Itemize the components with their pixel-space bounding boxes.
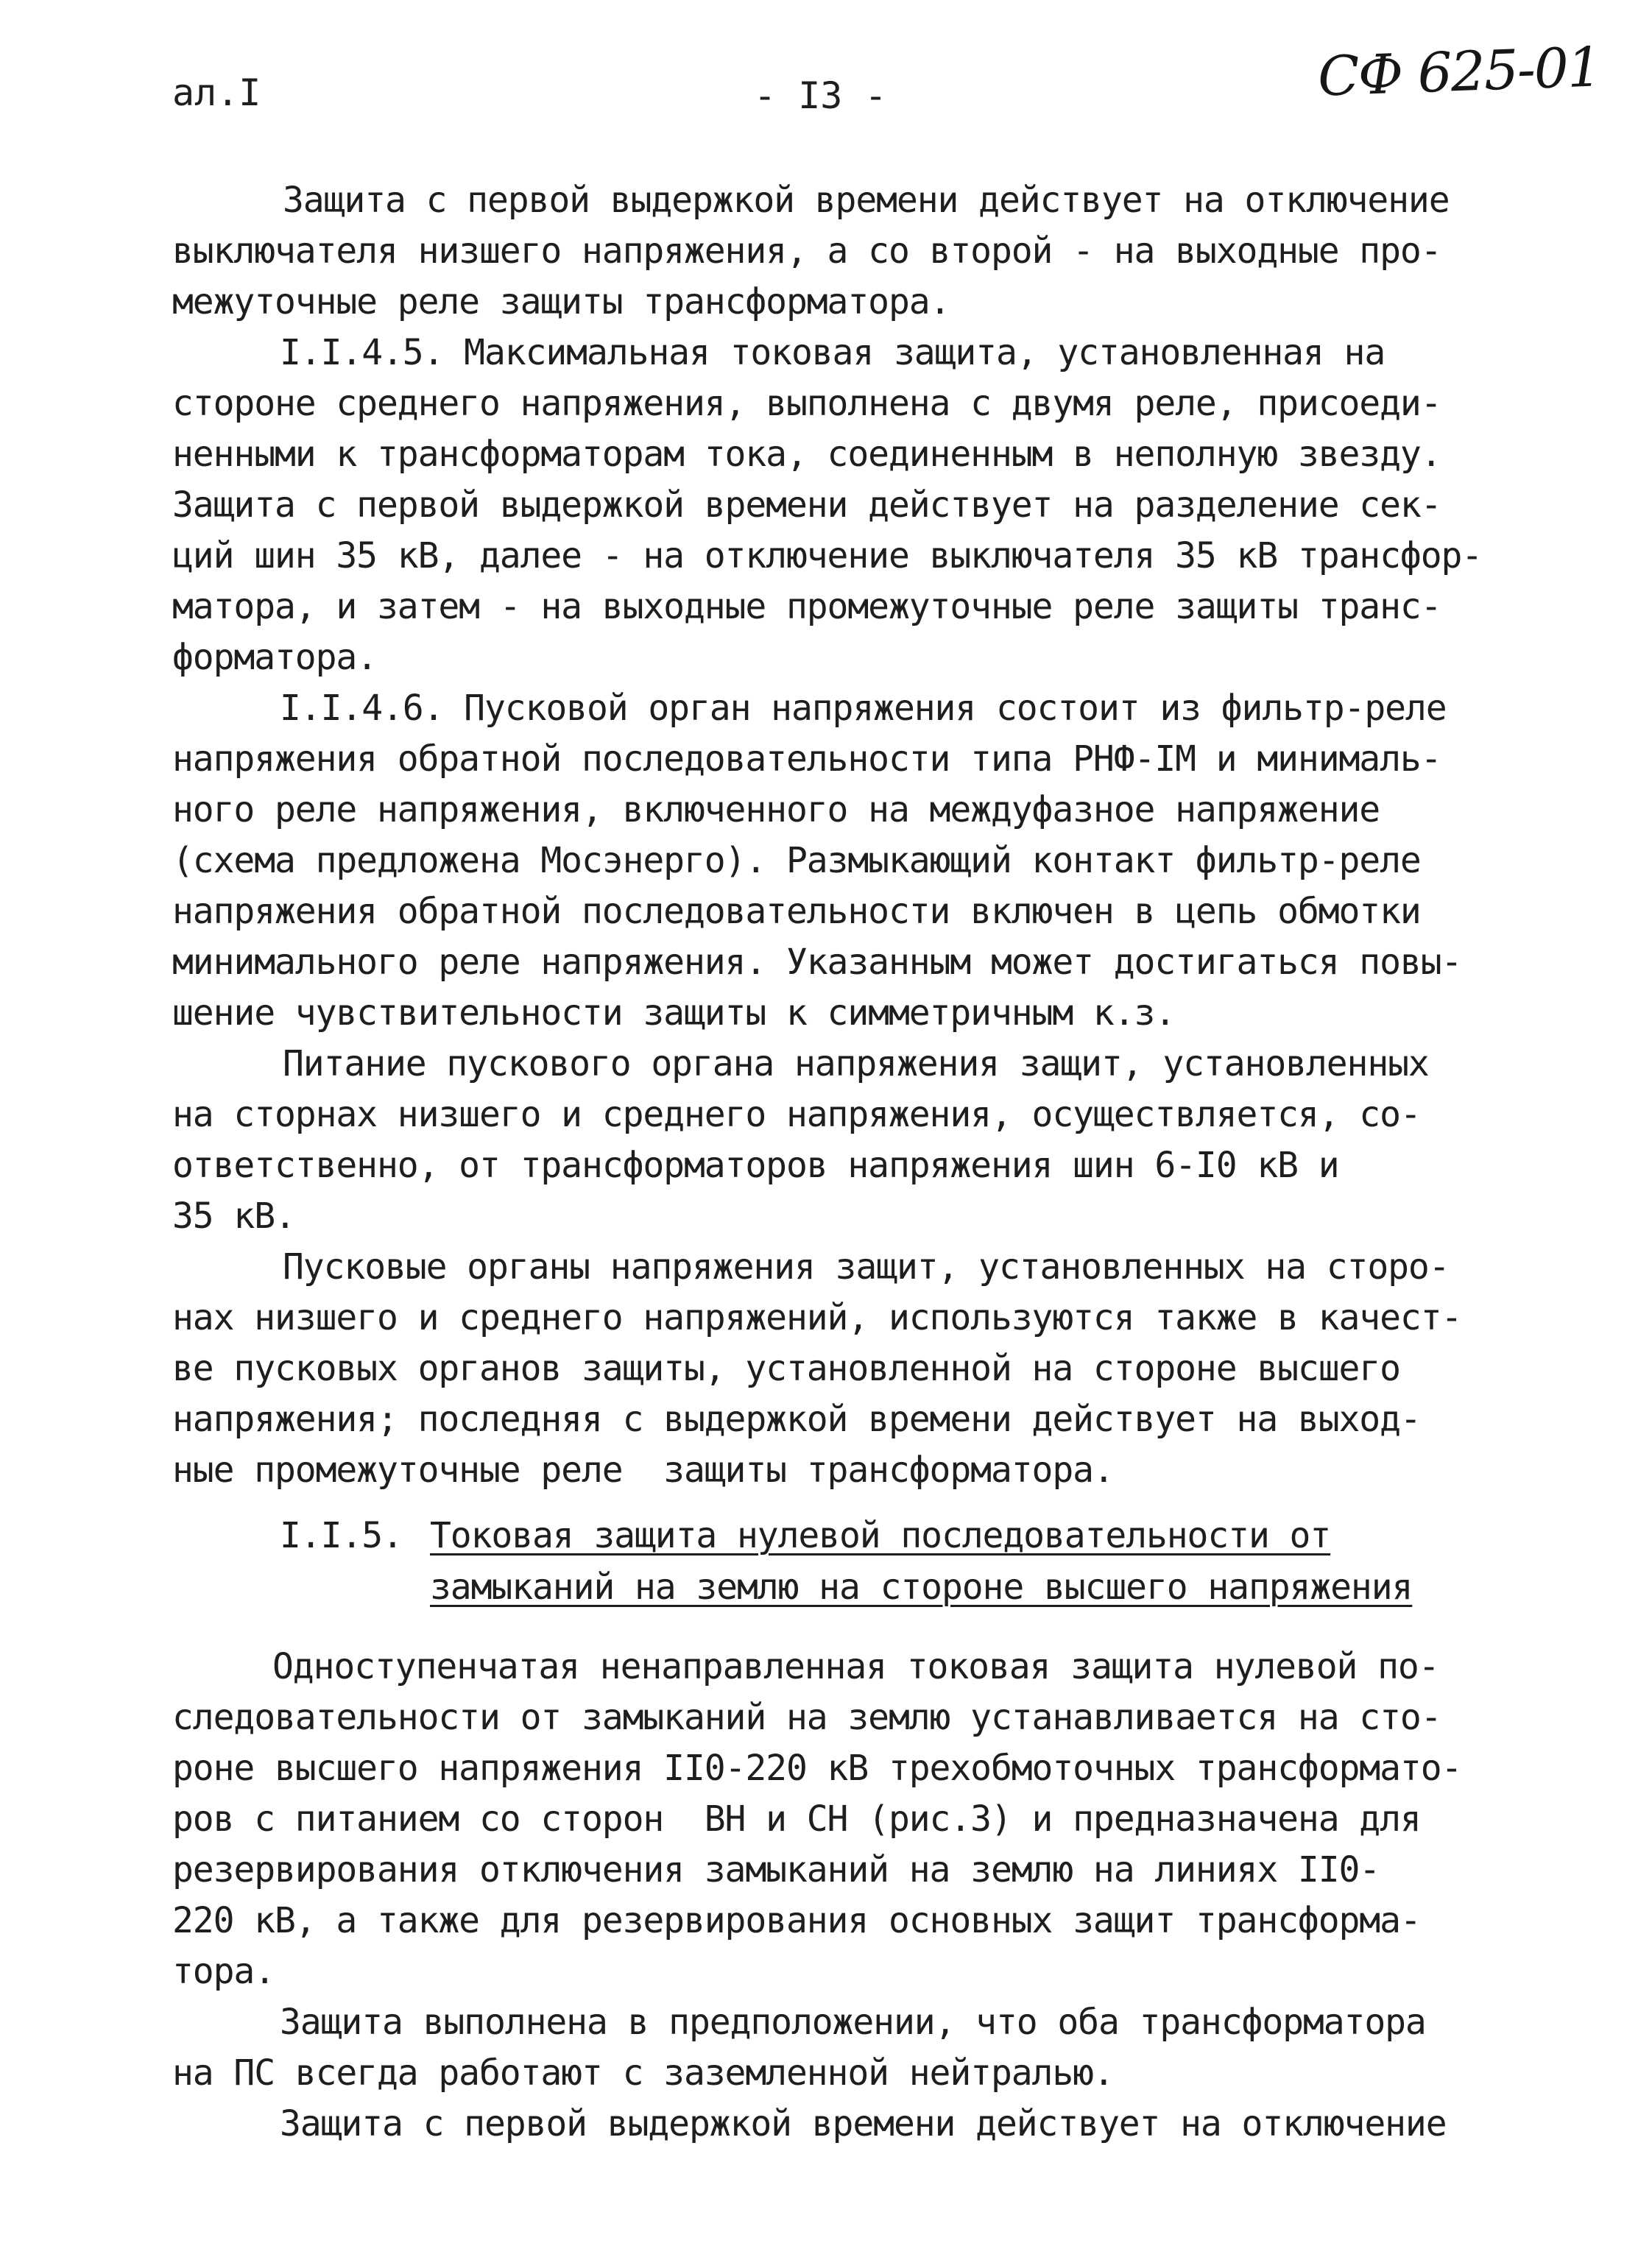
text-line: ров с питанием со сторон ВН и СН (рис.3) и предназначена для (172, 1798, 1421, 1840)
text-line: Защита с первой выдержкой времени действует на отключение (283, 180, 1450, 221)
text-line: Защита выполнена в предположении, что оба трансформатора (280, 2002, 1426, 2043)
text-line: Питание пускового органа напряжения защит, установленных (283, 1043, 1429, 1084)
text-line: (схема предложена Мосэнерго). Размыкающий контакт фильтр-реле (172, 840, 1421, 881)
section-number: I.I.5. (280, 1515, 403, 1556)
text-line: ций шин 35 кВ, далее - на отключение выключателя 35 кВ трансфор- (172, 535, 1483, 576)
text-line: нах низшего и среднего напряжений, используются также в качест- (172, 1297, 1462, 1338)
text-line: выключателя низшего напряжения, а со второй - на выходные про- (172, 230, 1441, 272)
text-line: матора, и затем - на выходные промежуточные реле защиты транс- (172, 586, 1441, 627)
text-line: ве пусковых органов защиты, установленной на стороне высшего (172, 1348, 1400, 1389)
sheet-label: ал.I (172, 71, 261, 114)
text-line: минимального реле напряжения. Указанным может достигаться повы- (172, 942, 1462, 983)
page-number: - I3 - (754, 74, 887, 117)
text-line: на ПС всегда работают с заземленной нейтралью. (172, 2052, 1114, 2094)
text-line: 220 кВ, а также для резервирования основных защит трансформа- (172, 1900, 1421, 1941)
text-line: на сторнах низшего и среднего напряжения, осуществляется, со- (172, 1094, 1421, 1135)
text-line: тора. (172, 1951, 275, 1992)
text-line: напряжения обратной последовательности включен в цепь обмотки (172, 891, 1421, 932)
text-line: I.I.4.6. Пусковой орган напряжения состоит из фильтр-реле (280, 688, 1447, 729)
text-line: ответственно, от трансформаторов напряжения шин 6-I0 кВ и (172, 1145, 1339, 1186)
text-line: Одноступенчатая ненаправленная токовая защита нулевой по- (272, 1646, 1439, 1687)
text-line: резервирования отключения замыканий на землю на линиях II0- (172, 1849, 1380, 1890)
text-line: форматора. (172, 637, 377, 678)
text-line: Защита с первой выдержкой времени действует на разделение сек- (172, 484, 1441, 526)
text-line: Защита с первой выдержкой времени действует на отключение (280, 2103, 1447, 2144)
text-line: межуточные реле защиты трансформатора. (172, 281, 950, 322)
text-line: 35 кВ. (172, 1196, 295, 1237)
text-line: стороне среднего напряжения, выполнена с двумя реле, присоеди- (172, 383, 1441, 424)
text-line: I.I.4.5. Максимальная токовая защита, установленная на (280, 332, 1386, 373)
handwritten-document-code: СФ 625-01 (1316, 35, 1602, 109)
text-line: Пусковые органы напряжения защит, установленных на сторо- (283, 1246, 1450, 1288)
section-title-line-1: Токовая защита нулевой последовательности от (430, 1515, 1331, 1556)
text-line: роне высшего напряжения II0-220 кВ трехобмоточных трансформато- (172, 1748, 1462, 1789)
text-line: шение чувствительности защиты к симметричным к.з. (172, 992, 1176, 1034)
section-title-line-2: замыканий на землю на стороне высшего напряжения (430, 1567, 1413, 1608)
text-line: ные промежуточные реле защиты трансформатора. (172, 1449, 1114, 1491)
text-line: напряжения; последняя с выдержкой времени действует на выход- (172, 1399, 1421, 1440)
text-line: напряжения обратной последовательности типа РНФ-IМ и минималь- (172, 738, 1441, 780)
text-line: следовательности от замыканий на землю устанавливается на сто- (172, 1697, 1441, 1738)
text-line: ненными к трансформаторам тока, соединенным в неполную звезду. (172, 434, 1441, 475)
text-line: ного реле напряжения, включенного на междуфазное напряжение (172, 789, 1380, 830)
